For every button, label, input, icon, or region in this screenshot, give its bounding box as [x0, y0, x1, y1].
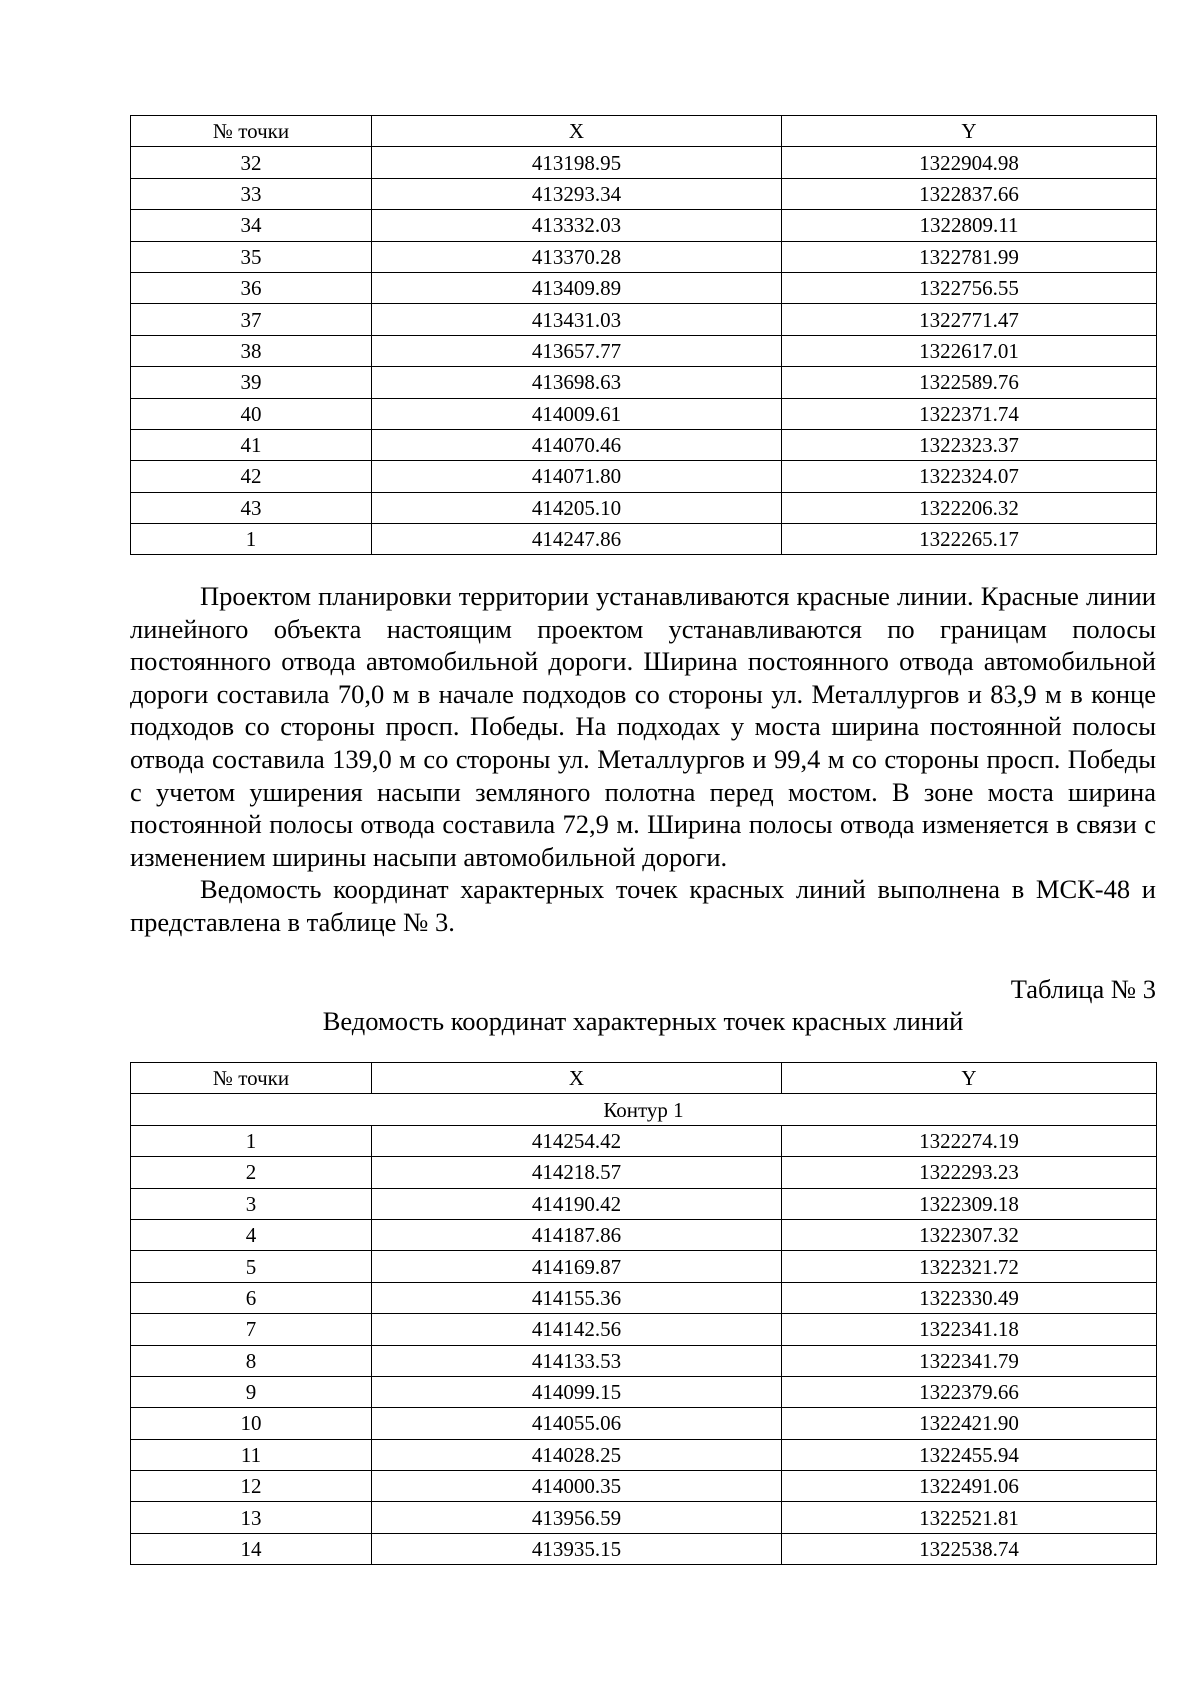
- coordinates-table-continued: [130, 115, 1157, 555]
- table-row: [131, 1188, 1157, 1219]
- table-number: Таблица № 3: [1010, 974, 1156, 1004]
- cell-x: 414205.10: [372, 492, 782, 523]
- table-row: [131, 1533, 1157, 1564]
- header-point-number: № точки: [131, 116, 372, 147]
- cell-point-number: 8: [131, 1345, 372, 1376]
- cell-y: 1322307.32: [782, 1219, 1157, 1250]
- cell-x: 413370.28: [372, 241, 782, 272]
- cell-y: 1322324.07: [782, 461, 1157, 492]
- cell-point-number: 34: [131, 210, 372, 241]
- cell-y: 1322809.11: [782, 210, 1157, 241]
- cell-y: 1322323.37: [782, 429, 1157, 460]
- cell-y: 1322206.32: [782, 492, 1157, 523]
- cell-y: 1322521.81: [782, 1502, 1157, 1533]
- cell-point-number: 1: [131, 1125, 372, 1156]
- cell-x: 413409.89: [372, 272, 782, 303]
- table-row: [131, 367, 1157, 398]
- cell-y: 1322274.19: [782, 1125, 1157, 1156]
- table-row: [131, 147, 1157, 178]
- cell-point-number: 36: [131, 272, 372, 303]
- cell-point-number: 38: [131, 335, 372, 366]
- table-row: [131, 461, 1157, 492]
- paragraph-coordinates-statement: Ведомость координат характерных точек красных линий выполнена в МСК-48 и представлена в таблице № 3.: [130, 874, 1156, 937]
- cell-x: 414254.42: [372, 1125, 782, 1156]
- cell-x: 414055.06: [372, 1408, 782, 1439]
- cell-x: 414099.15: [372, 1376, 782, 1407]
- cell-point-number: 1: [131, 524, 372, 555]
- table-row: [131, 178, 1157, 209]
- header-x: X: [372, 116, 782, 147]
- cell-point-number: 39: [131, 367, 372, 398]
- header-y: Y: [782, 116, 1157, 147]
- cell-x: 414009.61: [372, 398, 782, 429]
- header-x: X: [372, 1063, 782, 1094]
- cell-x: 414218.57: [372, 1157, 782, 1188]
- table-row: [131, 1125, 1157, 1156]
- cell-point-number: 4: [131, 1219, 372, 1250]
- contour-label: Контур 1: [131, 1094, 1157, 1125]
- header-y: Y: [782, 1063, 1157, 1094]
- cell-y: 1322538.74: [782, 1533, 1157, 1564]
- cell-y: 1322341.79: [782, 1345, 1157, 1376]
- paragraph-red-lines: Проектом планировки территории устанавливаются красные линии. Красные линии линейного объекта настоящим проектом устанавливаются по границам полосы постоянного отвода автомобильной дороги. Ширина постоянного отвода автомобильной дороги составила 70,0 м в начале подходов со стороны ул. Металлургов и 83,9 м в конце подходов со стороны просп. Победы. На подходах у моста ширина постоянной полосы отвода составила 139,0 м со стороны ул. Металлургов и 99,4 м со стороны просп. Победы с учетом уширения насыпи земляного полотна перед мостом. В зоне моста ширина постоянной полосы отвода составила 72,9 м. Ширина полосы отвода изменяется в связи с изменением ширины насыпи автомобильной дороги.: [130, 581, 1156, 872]
- cell-y: 1322309.18: [782, 1188, 1157, 1219]
- table-row: [131, 1157, 1157, 1188]
- cell-x: 414187.86: [372, 1219, 782, 1250]
- cell-y: 1322756.55: [782, 272, 1157, 303]
- cell-x: 414071.80: [372, 461, 782, 492]
- cell-point-number: 40: [131, 398, 372, 429]
- cell-point-number: 35: [131, 241, 372, 272]
- cell-point-number: 37: [131, 304, 372, 335]
- cell-x: 413956.59: [372, 1502, 782, 1533]
- cell-y: 1322330.49: [782, 1282, 1157, 1313]
- cell-x: 413198.95: [372, 147, 782, 178]
- contour-row: [131, 1094, 1157, 1125]
- cell-point-number: 2: [131, 1157, 372, 1188]
- cell-point-number: 6: [131, 1282, 372, 1313]
- cell-x: 413935.15: [372, 1533, 782, 1564]
- cell-x: 414155.36: [372, 1282, 782, 1313]
- cell-x: 414247.86: [372, 524, 782, 555]
- cell-x: 413293.34: [372, 178, 782, 209]
- cell-point-number: 3: [131, 1188, 372, 1219]
- cell-x: 413698.63: [372, 367, 782, 398]
- cell-point-number: 14: [131, 1533, 372, 1564]
- table-row: [131, 1471, 1157, 1502]
- cell-point-number: 32: [131, 147, 372, 178]
- cell-x: 414169.87: [372, 1251, 782, 1282]
- cell-x: 414133.53: [372, 1345, 782, 1376]
- cell-point-number: 43: [131, 492, 372, 523]
- cell-point-number: 11: [131, 1439, 372, 1470]
- cell-y: 1322293.23: [782, 1157, 1157, 1188]
- table-row: [131, 492, 1157, 523]
- cell-x: 414142.56: [372, 1314, 782, 1345]
- table-header-row: [131, 116, 1157, 147]
- table-row: [131, 210, 1157, 241]
- table-row: [131, 524, 1157, 555]
- cell-y: 1322371.74: [782, 398, 1157, 429]
- table-row: [131, 1408, 1157, 1439]
- table-row: [131, 241, 1157, 272]
- table-row: [131, 1219, 1157, 1250]
- cell-point-number: 33: [131, 178, 372, 209]
- table-row: [131, 1251, 1157, 1282]
- cell-point-number: 13: [131, 1502, 372, 1533]
- table-row: [131, 1345, 1157, 1376]
- red-lines-coordinates-table: [130, 1062, 1157, 1565]
- cell-point-number: 9: [131, 1376, 372, 1407]
- table-row: [131, 304, 1157, 335]
- cell-y: 1322265.17: [782, 524, 1157, 555]
- cell-point-number: 5: [131, 1251, 372, 1282]
- cell-x: 413332.03: [372, 210, 782, 241]
- cell-x: 414070.46: [372, 429, 782, 460]
- cell-point-number: 7: [131, 1314, 372, 1345]
- cell-point-number: 12: [131, 1471, 372, 1502]
- cell-x: 414000.35: [372, 1471, 782, 1502]
- table-row: [131, 1314, 1157, 1345]
- cell-y: 1322771.47: [782, 304, 1157, 335]
- cell-y: 1322781.99: [782, 241, 1157, 272]
- cell-x: 413657.77: [372, 335, 782, 366]
- table-row: [131, 1439, 1157, 1470]
- cell-y: 1322455.94: [782, 1439, 1157, 1470]
- cell-y: 1322617.01: [782, 335, 1157, 366]
- cell-y: 1322421.90: [782, 1408, 1157, 1439]
- cell-point-number: 42: [131, 461, 372, 492]
- body-text: [130, 580, 1156, 939]
- cell-x: 414028.25: [372, 1439, 782, 1470]
- table-title: Ведомость координат характерных точек красных линий: [322, 1006, 964, 1036]
- table-row: [131, 272, 1157, 303]
- table-row: [131, 335, 1157, 366]
- header-point-number: № точки: [131, 1063, 372, 1094]
- cell-x: 413431.03: [372, 304, 782, 335]
- cell-x: 414190.42: [372, 1188, 782, 1219]
- table-row: [131, 1376, 1157, 1407]
- cell-point-number: 10: [131, 1408, 372, 1439]
- cell-y: 1322341.18: [782, 1314, 1157, 1345]
- cell-y: 1322837.66: [782, 178, 1157, 209]
- cell-point-number: 41: [131, 429, 372, 460]
- table-row: [131, 429, 1157, 460]
- cell-y: 1322321.72: [782, 1251, 1157, 1282]
- cell-y: 1322589.76: [782, 367, 1157, 398]
- cell-y: 1322904.98: [782, 147, 1157, 178]
- cell-y: 1322379.66: [782, 1376, 1157, 1407]
- table-row: [131, 1502, 1157, 1533]
- table-header-row: [131, 1063, 1157, 1094]
- cell-y: 1322491.06: [782, 1471, 1157, 1502]
- table-row: [131, 398, 1157, 429]
- table-row: [131, 1282, 1157, 1313]
